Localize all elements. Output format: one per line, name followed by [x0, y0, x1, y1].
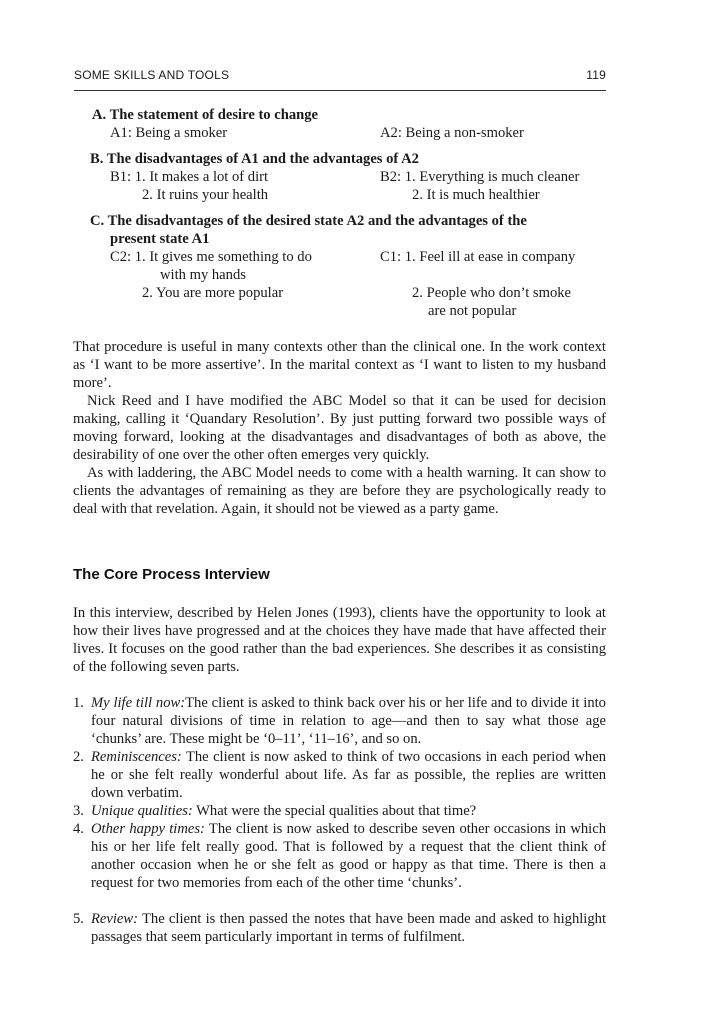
abc-b2-item-2: 2. It is much healthier	[412, 187, 540, 203]
abc-b2-item-1: B2: 1. Everything is much cleaner	[380, 169, 580, 185]
running-header-title: SOME SKILLS AND TOOLS	[74, 68, 230, 82]
list-item-number: 1.	[73, 695, 84, 711]
list-item-number: 3.	[73, 803, 84, 819]
paragraph-procedure: That procedure is useful in many contexts other than the clinical one. In the work context as ‘I want to be more assertive’. In the marital context as ‘I want to listen to my husband more’.	[73, 339, 606, 391]
list-item-term: Review:	[91, 911, 138, 927]
header-rule	[74, 90, 606, 91]
abc-b1-item-2: 2. It ruins your health	[142, 187, 269, 203]
list-item-text: The client is asked to think back over his or her life and to divide it into four natural divisions of time in relation to age—and then to say what those age ‘chunks’ are. These might be ‘0–11’, ‘11–16’, and so on.	[91, 695, 606, 747]
list-item-text: The client is now asked to think of two occasions in each period when he or she felt really wonderful about life. As far as possible, the replies are written down verbatim.	[91, 749, 606, 801]
abc-c-heading: C. The disadvantages of the desired state A2 and the advantages of the	[90, 213, 527, 229]
paragraph-core-process-intro: In this interview, described by Helen Jones (1993), clients have the opportunity to look at how their lives have progressed and at the choices they have made that have affected their lives. It focuses on the good rather than the bad experiences. She describes it as consisting of the following seven parts.	[73, 605, 606, 675]
list-item-term: Reminiscences:	[91, 749, 182, 765]
list-item-text: The client is then passed the notes that have been made and asked to highlight passages that seem particularly important in terms of fulfilment.	[91, 911, 606, 945]
abc-a-heading: A. The statement of desire to change	[92, 107, 319, 123]
abc-c1-item-2: 2. People who don’t smoke	[412, 285, 572, 301]
abc-c2-item-1: C2: 1. It gives me something to do	[110, 249, 312, 265]
paragraph-quandary-resolution: Nick Reed and I have modified the ABC Model so that it can be used for decision making, calling it ‘Quandary Resolution’. By just putting forward two possible ways of moving forward, looking at the disadvantages and disadvantages of both as above, the desirability of one over the other often emerges very quickly.	[73, 393, 606, 463]
abc-c1-item-1: C1: 1. Feel ill at ease in company	[380, 249, 576, 265]
abc-a1: A1: Being a smoker	[110, 125, 228, 141]
abc-c1-item-2-cont: are not popular	[428, 303, 517, 319]
page-number: 119	[586, 68, 606, 82]
list-item-term: Unique qualities:	[91, 803, 193, 819]
abc-b1-item-1: B1: 1. It makes a lot of dirt	[110, 169, 269, 185]
list-item-number: 2.	[73, 749, 84, 765]
section-heading: The Core Process Interview	[73, 566, 270, 583]
abc-c2-item-1-cont: with my hands	[160, 267, 246, 283]
list-item-text: The client is now asked to describe seven other occasions in which his or her life felt really good. That is followed by a request that the client think of another occasion when he or she felt as good or happy as that time. There is then a request for two memories from each of the other time ‘chunks’.	[91, 821, 606, 891]
paragraph-health-warning: As with laddering, the ABC Model needs to come with a health warning. It can show to clients the advantages of remaining as they are before they are psychologically ready to deal with that revelation. Again, it should not be viewed as a party game.	[73, 465, 606, 517]
abc-a2: A2: Being a non-smoker	[380, 125, 524, 141]
list-item-number: 5.	[73, 911, 84, 927]
abc-b-heading: B. The disadvantages of A1 and the advantages of A2	[90, 151, 419, 167]
list-item-term: My life till now:	[91, 695, 186, 711]
list-item-number: 4.	[73, 821, 84, 837]
abc-c2-item-2: 2. You are more popular	[142, 285, 284, 301]
list-item-text: What were the special qualities about that time?	[192, 803, 477, 819]
list-item-term: Other happy times:	[91, 821, 205, 837]
abc-c-heading-cont: present state A1	[110, 231, 210, 247]
